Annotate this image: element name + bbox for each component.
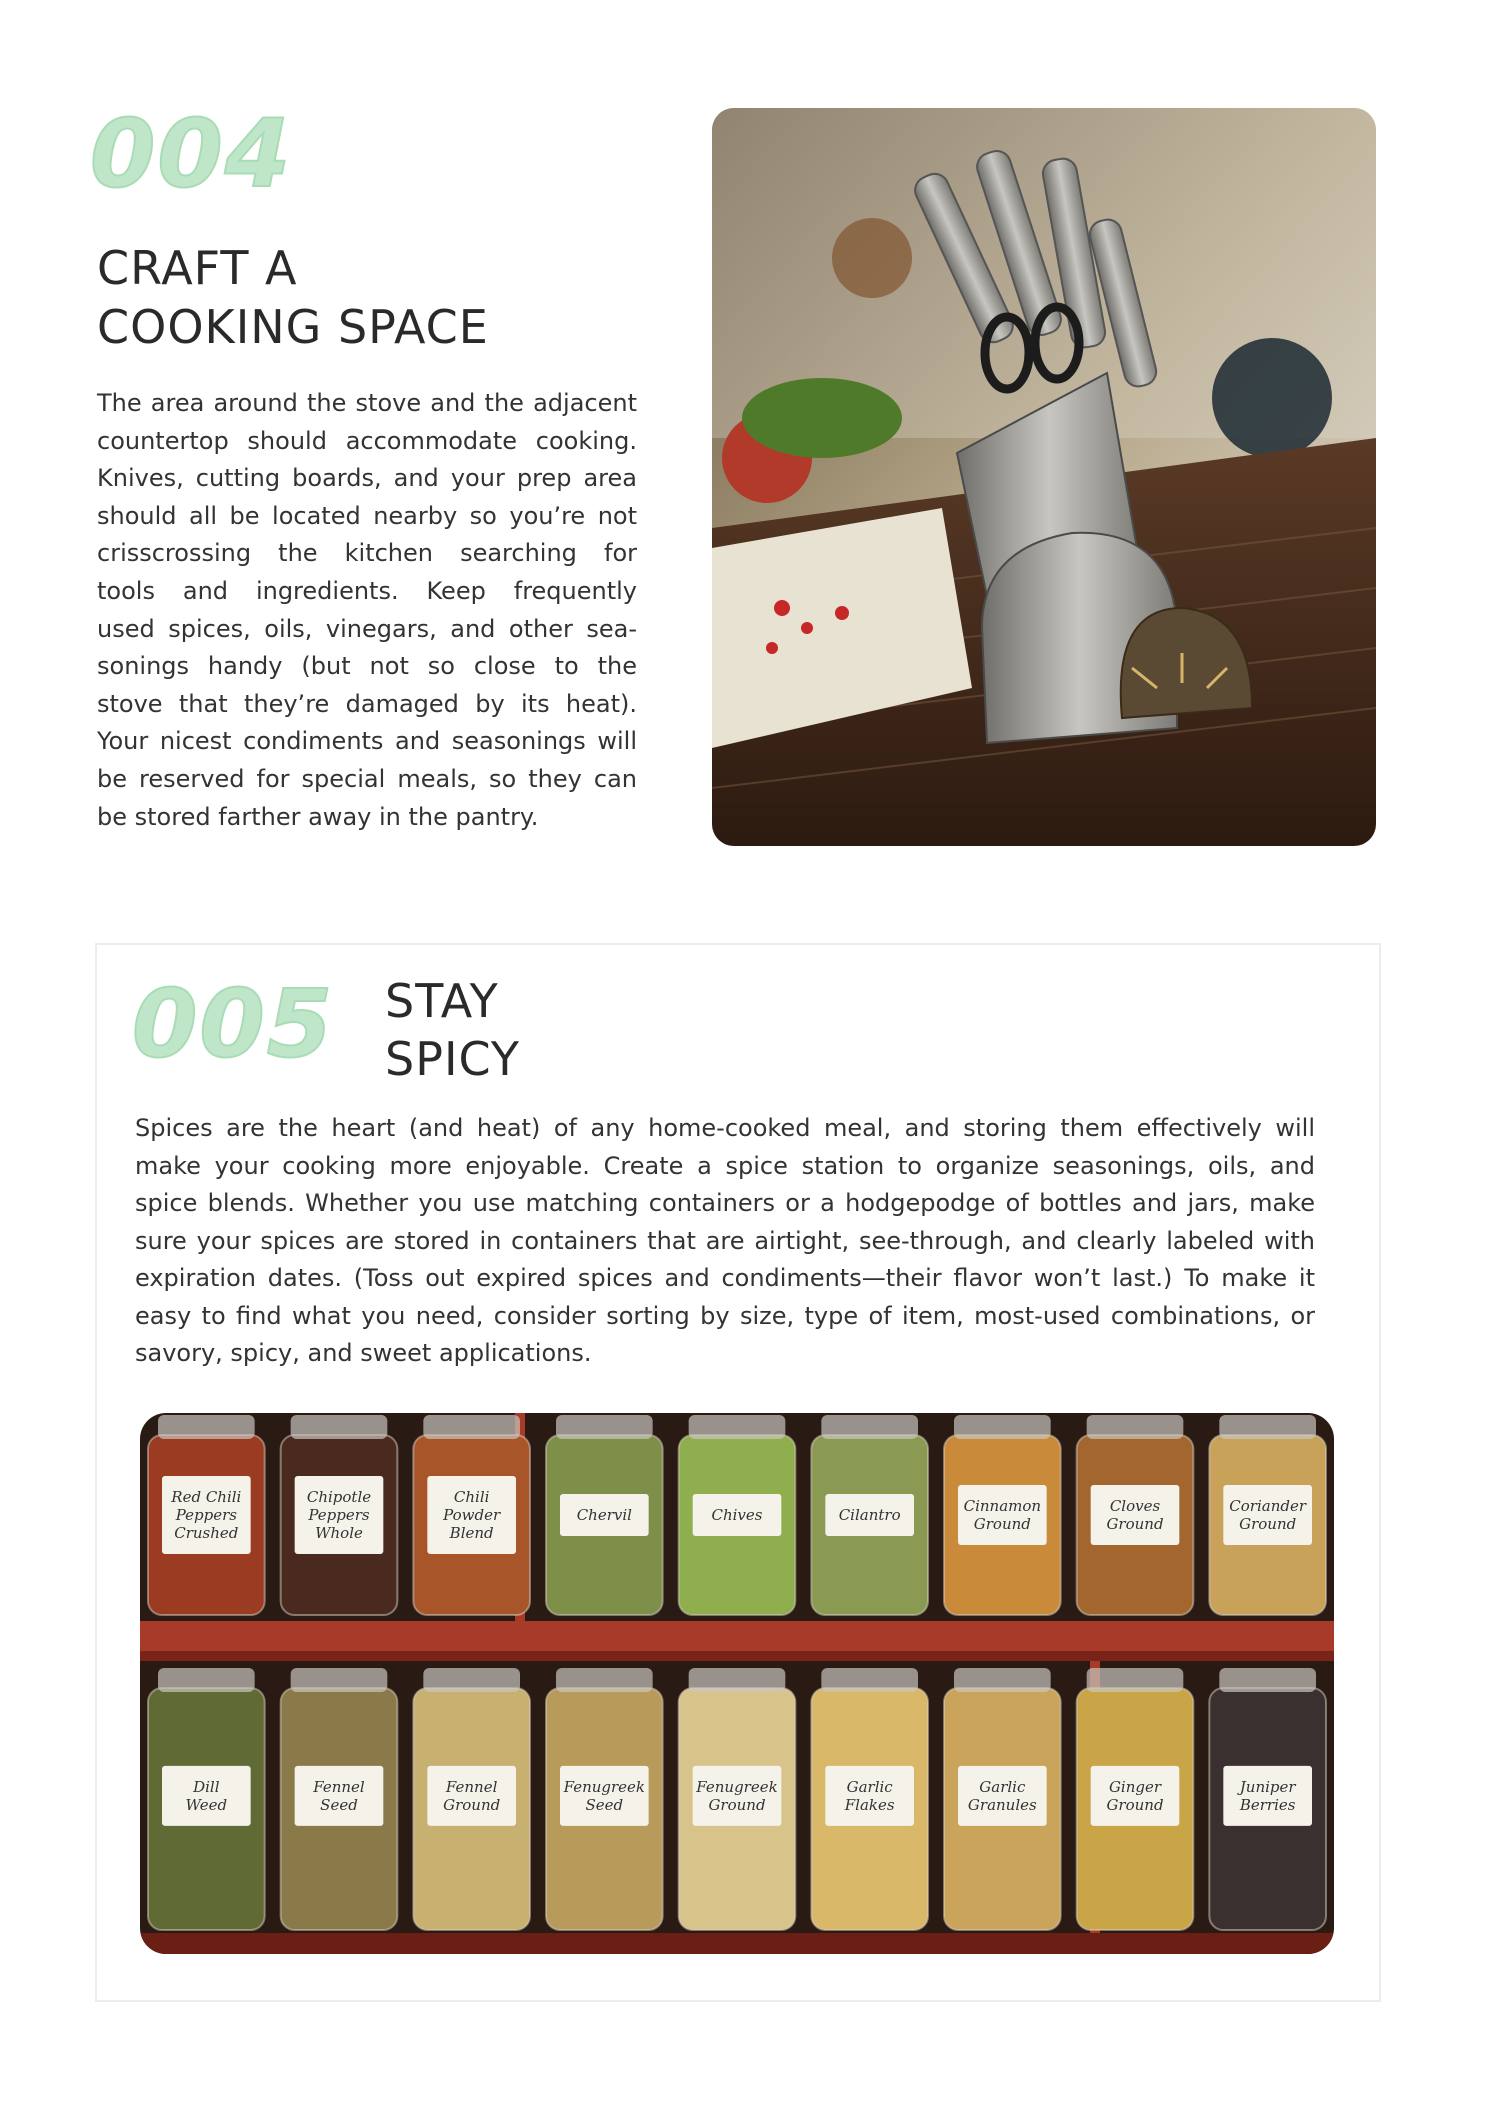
spice-jar-label: Chili: [453, 1488, 490, 1506]
spice-jar-label: Red Chili: [171, 1488, 242, 1506]
spice-jar-label: Cilantro: [838, 1506, 901, 1524]
spice-jar-label: Fenugreek: [696, 1777, 778, 1796]
body-line: stove that they’re damaged by its heat).: [97, 689, 637, 718]
spice-jar-label: Coriander: [1229, 1497, 1307, 1515]
spice-jar: [413, 1415, 530, 1615]
spice-shelf-photo: [140, 1413, 1334, 1954]
section-body-005: [135, 1110, 1315, 1373]
body-line: make your cooking more enjoyable. Create a spice station to organize seasonings, oils, and: [135, 1151, 1315, 1180]
spice-jar: [546, 1668, 663, 1930]
spice-jar-label: Chipotle: [306, 1488, 372, 1506]
spice-jar-label: Cinnamon: [963, 1497, 1042, 1515]
body-line: easy to find what you need, consider sorting by size, type of item, most-used combinations, or: [135, 1301, 1315, 1330]
spice-jar: [148, 1668, 265, 1930]
body-line: spice blends. Whether you use matching containers or a hodgepodge of bottles and jars, make: [135, 1189, 1315, 1217]
body-line: be stored farther away in the pantry.: [97, 802, 539, 831]
body-line: The area around the stove and the adjacent: [97, 389, 637, 417]
body-line: sure your spices are stored in containers that are airtight, see-through, and clearly labeled with: [135, 1226, 1315, 1255]
spice-jar: [811, 1415, 928, 1615]
spice-jar: [679, 1415, 796, 1615]
spice-jar-label: Ground: [443, 1795, 501, 1814]
body-line: savory, spicy, and sweet applications.: [135, 1339, 592, 1367]
knife-block-photo: [712, 108, 1376, 846]
body-line: countertop should accommodate cooking.: [97, 426, 637, 455]
title-line: COOKING SPACE: [97, 300, 489, 354]
spice-jar-label: Berries: [1239, 1795, 1296, 1814]
body-line: sonings handy (but not so close to the: [97, 652, 637, 681]
body-line: used spices, oils, vinegars, and other sea-: [97, 614, 637, 643]
spice-jar: [811, 1668, 928, 1930]
spice-jar: [413, 1668, 530, 1930]
section-number-005: 005: [132, 970, 335, 1079]
spice-jar-label: Blend: [449, 1524, 494, 1542]
spice-jar-label: Chervil: [576, 1506, 632, 1524]
spice-rack-illustration: [140, 1413, 1334, 1954]
spice-jar-label: Ginger: [1108, 1777, 1162, 1796]
spice-jar-label: Juniper: [1239, 1777, 1296, 1796]
knife-block-illustration: [712, 108, 1376, 846]
spice-jar: [281, 1415, 398, 1615]
spice-jar-label: Cloves: [1109, 1497, 1161, 1515]
spice-jar: [546, 1415, 663, 1615]
spice-jar: [1209, 1668, 1326, 1930]
section-body-004: [97, 385, 637, 836]
body-line: Spices are the heart (and heat) of any home-cooked meal, and storing them effectively will: [135, 1114, 1315, 1142]
title-line: SPICY: [385, 1032, 520, 1086]
spice-jar-label: Fennel: [445, 1777, 498, 1796]
section-title-005: [385, 972, 520, 1088]
spice-jar-label: Dill: [193, 1777, 220, 1796]
spice-jar-label: Ground: [1106, 1795, 1164, 1814]
spice-jar: [1077, 1668, 1194, 1930]
title-line: CRAFT A: [97, 241, 298, 295]
shelf-top: [140, 1621, 1334, 1651]
spice-jar-label: Garlic: [979, 1777, 1026, 1796]
title-line: STAY: [385, 974, 499, 1028]
spice-jar: [148, 1415, 265, 1615]
body-line: crisscrossing the kitchen searching for: [97, 539, 637, 568]
section-title-004: [97, 239, 489, 357]
body-line: expiration dates. (Toss out expired spices and condiments—their flavor won’t last.) To make it: [135, 1264, 1315, 1292]
section-number-004: 004: [90, 100, 293, 209]
body-line: Your nicest condiments and seasonings will: [97, 727, 637, 756]
spice-jar-label: Seed: [320, 1795, 358, 1814]
spice-jar-label: Ground: [973, 1515, 1031, 1533]
spice-jar: [944, 1415, 1061, 1615]
body-line: Knives, cutting boards, and your prep area: [97, 464, 637, 493]
spice-jar-label: Chives: [711, 1506, 763, 1524]
spice-jar-label: Ground: [1239, 1515, 1297, 1533]
spice-jar-label: Ground: [1106, 1515, 1164, 1533]
spice-jar-label: Powder: [443, 1506, 501, 1524]
spice-jar-label: Weed: [185, 1795, 228, 1814]
spice-jar: [281, 1668, 398, 1930]
spice-jar-label: Ground: [708, 1795, 766, 1814]
spice-jar-label: Seed: [585, 1795, 624, 1814]
spice-jar-label: Granules: [967, 1795, 1037, 1814]
body-line: be reserved for special meals, so they can: [97, 764, 637, 793]
spice-jar-label: Fenugreek: [563, 1777, 646, 1796]
spice-jar-label: Whole: [315, 1524, 363, 1542]
spice-jar-label: Peppers: [175, 1506, 237, 1524]
spice-jar-label: Peppers: [308, 1506, 370, 1524]
spice-jar: [944, 1668, 1061, 1930]
spice-jar-label: Flakes: [844, 1795, 895, 1814]
spice-jar: [1077, 1415, 1194, 1615]
body-line: should all be located nearby so you’re not: [97, 501, 637, 530]
spice-jar-label: Garlic: [846, 1777, 893, 1796]
spice-jar-label: Crushed: [174, 1524, 239, 1542]
spice-jar: [1209, 1415, 1326, 1615]
body-line: tools and ingredients. Keep frequently: [97, 576, 637, 605]
spice-jar: [679, 1668, 796, 1930]
spice-jar-label: Fennel: [313, 1777, 365, 1796]
